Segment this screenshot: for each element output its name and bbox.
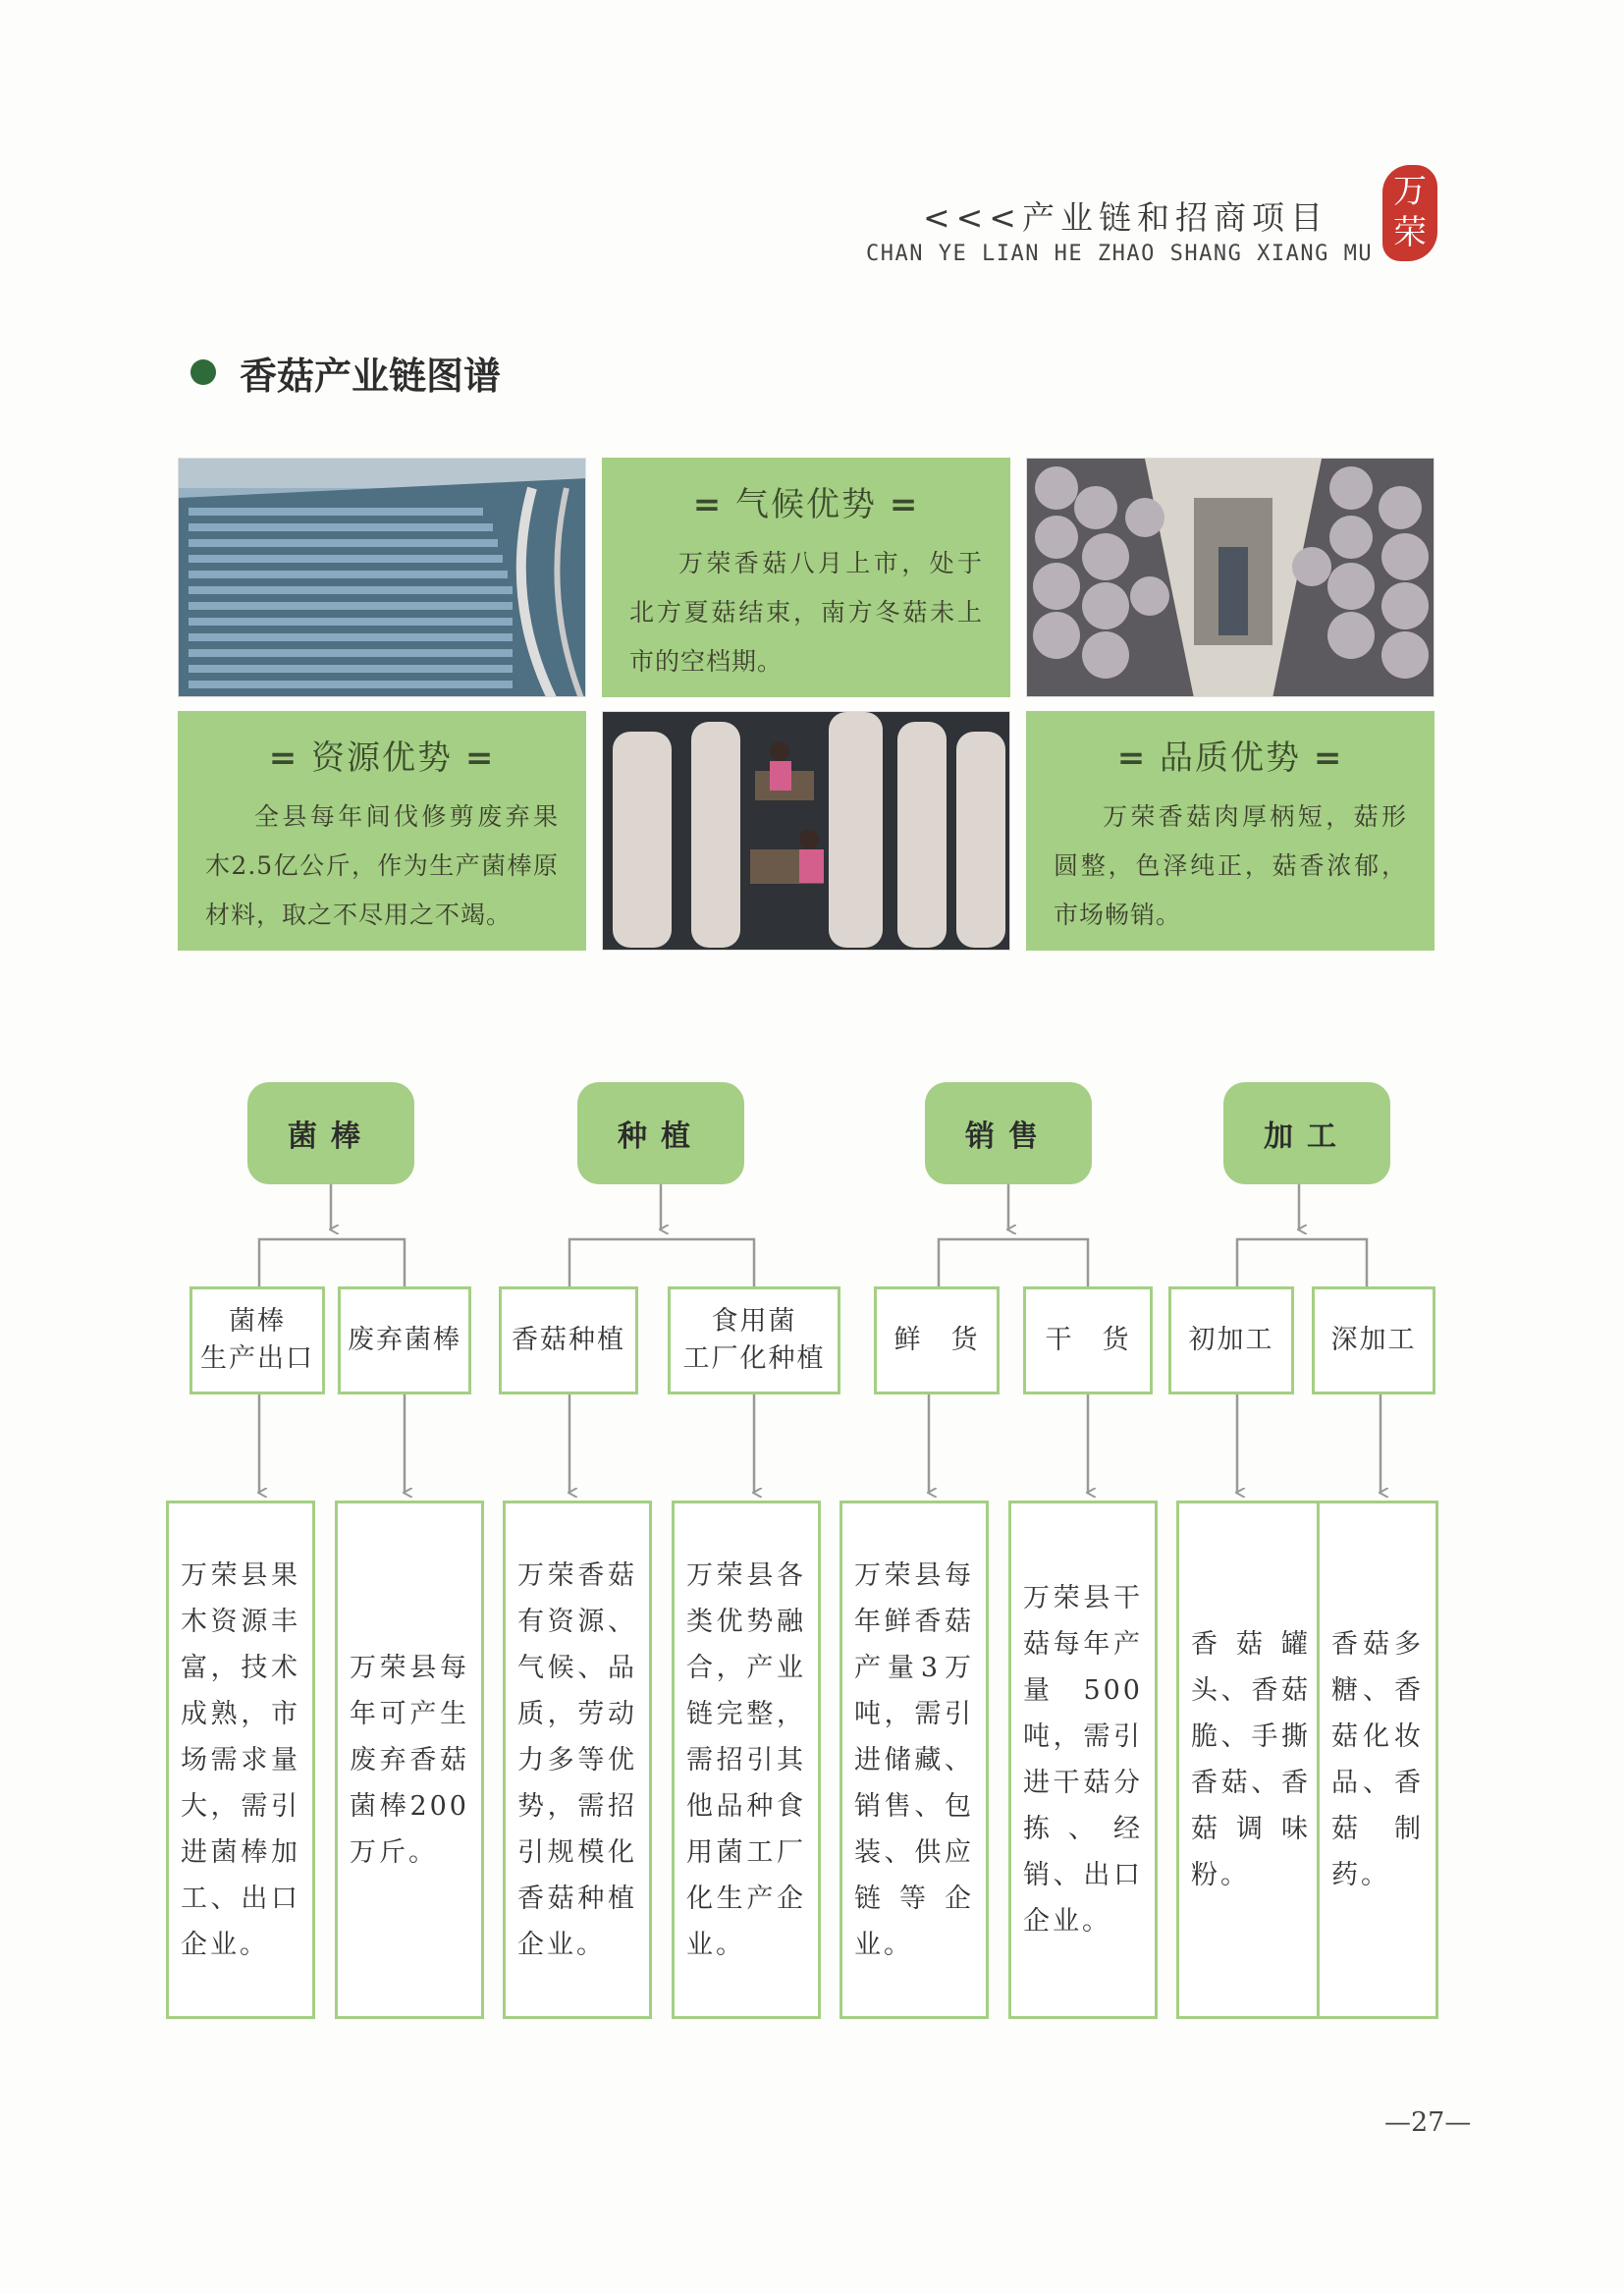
desc-primary-processing [1176,1501,1326,2019]
sub-xiang-gu-planting: 香菇种植 [499,1286,638,1394]
sub-factory-planting: 食用菌 工厂化种植 [668,1286,840,1394]
title-bars-icon: = [1313,738,1344,778]
section-title: 香菇产业链图谱 [240,355,502,398]
header-title-cn: <<<产业链和招商项目 [923,198,1328,237]
quality-advantage-title [1054,731,1407,779]
sub-jun-bang-export: 菌棒 生产出口 [189,1286,325,1394]
desc-dried-goods [1008,1501,1158,2019]
title-bars-icon: = [268,738,299,778]
sub-dried-goods: 干 货 [1023,1286,1153,1394]
seal-logo [1382,165,1437,261]
desc-text: 万荣县各类优势融合，产业链完整，需招引其他品种食用菌工厂化生产企业。 [686,1559,806,1960]
sub-waste-jun-bang: 废弃菌棒 [338,1286,471,1394]
desc-fresh-goods [839,1501,989,2019]
category-jun-bang: 菌棒 [247,1082,414,1184]
desc-text: 香菇罐头、香菇脆、手撕香菇、香菇调味粉。 [1191,1629,1311,1890]
category-zhong-zhi: 种植 [577,1082,744,1184]
desc-factory-planting [672,1501,821,2019]
resource-title-text: 资源优势 [311,738,453,778]
title-bars-icon: = [1116,738,1148,778]
mushroom-workers-photo [602,711,1010,951]
greenhouse-aerial-photo [178,458,586,697]
header-title-en: CHAN YE LIAN HE ZHAO SHANG XIANG MU [866,242,1374,266]
sub-fresh-goods: 鲜 货 [874,1286,1000,1394]
title-bars-icon: = [889,485,920,524]
mushroom-warehouse-photo [1026,458,1435,697]
quality-advantage-card [1026,711,1435,951]
desc-text: 万荣县干菇每年产量500吨，需引进干菇分拣、经销、出口企业。 [1023,1583,1143,1937]
resource-advantage-body: 全县每年间伐修剪废弃果木2.5亿公斤，作为生产菌棒原材料，取之不尽用之不竭。 [205,802,559,929]
section-bullet-icon [190,359,216,385]
desc-text: 香菇多糖、香菇化妆品、香菇制药。 [1331,1629,1424,1890]
title-bars-icon: = [464,738,496,778]
sub-deep-processing: 深加工 [1312,1286,1435,1394]
title-bars-icon: = [692,485,724,524]
desc-waste-jun-bang [335,1501,484,2019]
seal-char-2: 荣 [1393,213,1427,252]
desc-jun-bang-export [166,1501,315,2019]
resource-advantage-title [205,731,559,779]
climate-advantage-card [602,458,1010,697]
desc-xiang-gu-planting [503,1501,652,2019]
desc-text: 万荣县每年可产生废弃香菇菌棒200万斤。 [350,1652,469,1868]
desc-deep-processing [1317,1501,1438,2019]
desc-text: 万荣县果木资源丰富，技术成熟，市场需求量大，需引进菌棒加工、出口企业。 [181,1559,300,1960]
seal-char-1: 万 [1393,172,1427,211]
climate-title-text: 气候优势 [735,485,877,524]
quality-title-text: 品质优势 [1160,738,1301,778]
category-xiao-shou: 销售 [925,1082,1092,1184]
resource-advantage-card [178,711,586,951]
quality-advantage-body: 万荣香菇肉厚柄短，菇形圆整，色泽纯正，菇香浓郁，市场畅销。 [1054,802,1407,929]
climate-advantage-body: 万荣香菇八月上市，处于北方夏菇结束，南方冬菇未上市的空档期。 [629,549,983,676]
sub-primary-processing: 初加工 [1168,1286,1294,1394]
desc-text: 万荣县每年鲜香菇产量3万吨，需引进储藏、销售、包装、供应链等企业。 [854,1559,974,1960]
climate-advantage-title [629,477,983,525]
desc-text: 万荣香菇有资源、气候、品质，劳动力多等优势，需招引规模化香菇种植企业。 [517,1559,637,1960]
category-jia-gong: 加工 [1223,1082,1390,1184]
page-number: —27— [1384,2107,1472,2138]
